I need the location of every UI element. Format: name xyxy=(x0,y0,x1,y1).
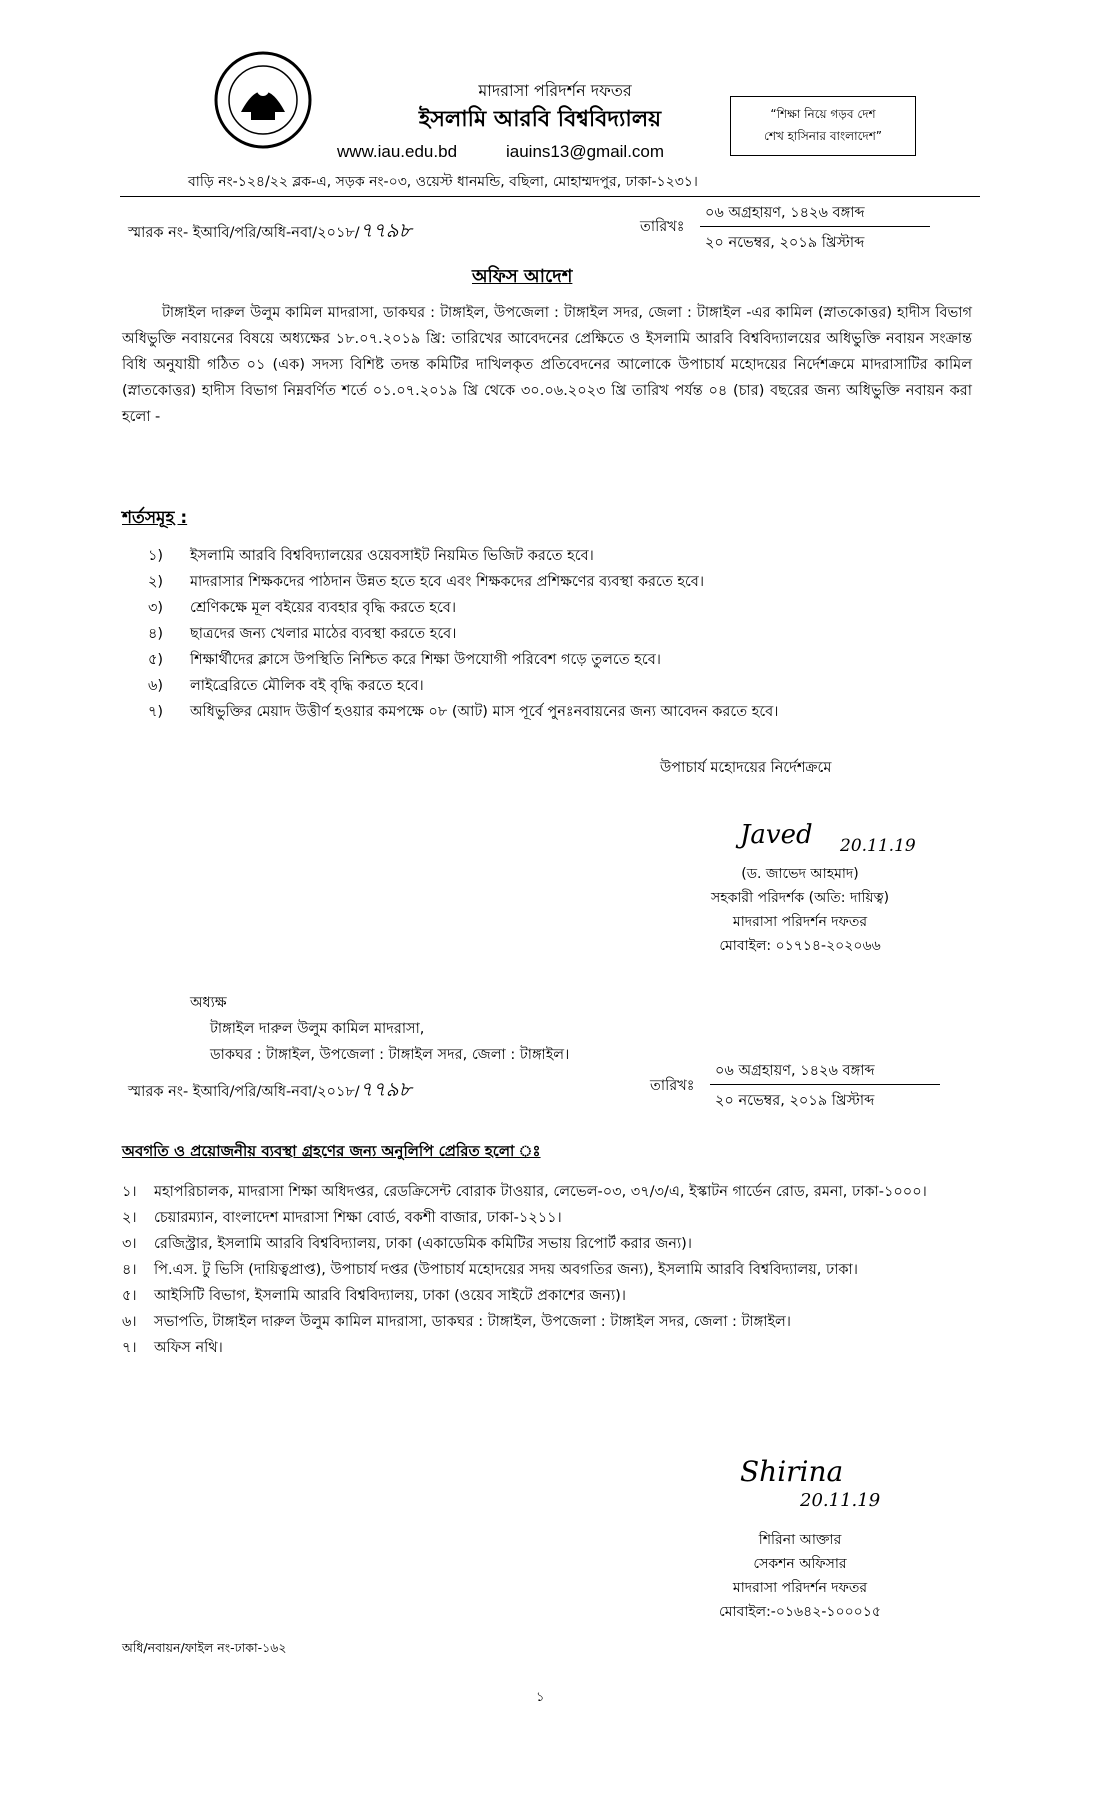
cc-item: ৫। আইসিটি বিভাগ, ইসলামি আরবি বিশ্ববিদ্যালয়, ঢাকা (ওয়েব সাইটে প্রকাশের জন্য)। xyxy=(122,1288,626,1304)
signature-date-1: 20.11.19 xyxy=(840,836,916,856)
recipient-line-1: অধ্যক্ষ xyxy=(190,995,227,1011)
signature-2: Shirina xyxy=(740,1455,844,1488)
condition-item: ৩) শ্রেণিকক্ষে মূল বইয়ের ব্যবহার বৃদ্ধি করতে হবে। xyxy=(148,600,457,616)
recipient-line-2: টাঙ্গাইল দারুল উলুম কামিল মাদরাসা, xyxy=(210,1021,425,1037)
slogan-line-1: “শিক্ষা নিয়ে গড়ব দেশ xyxy=(770,107,876,121)
body-paragraph: টাঙ্গাইল দারুল উলুম কামিল মাদরাসা, ডাকঘর : টাঙ্গাইল, উপজেলা : টাঙ্গাইল সদর, জেলা : টাঙ্গাইল -এর কামিল (স্নাতকোত্তর) হাদীস বিভাগ অধিভুক্তি নবায়নের বিষয়ে অধ্যক্ষের ১৮.০৭.২০১৯ খ্রি: তারিখের আবেদনের প্রেক্ষিতে ও ইসলামি আরবি বিশ্ববিদ্যালয়ের অধিভুক্তি নবায়ন সংক্রান্ত বিধি অনুযায়ী গঠিত ০১ (এক) সদস্য বিশিষ্ট তদন্ত কমিটির দাখিলকৃত প্রতিবেদনের আলোকে উপাচার্য মহোদয়ের নির্দেশক্রমে মাদরাসাটির কামিল (স্নাতকোত্তর) হাদীস বিভাগ নিম্নবর্ণিত শর্তে ০১.০৭.২০১৯ খ্রি থেকে ৩০.০৬.২০২৩ খ্রি তারিখ পর্যন্ত ০৪ (চার) বছরের জন্য অধিভুক্তি নবায়ন করা হলো - xyxy=(122,305,972,425)
signer-2-mobile: মোবাইল:-০১৬৪২-১০০০১৫ xyxy=(719,1604,881,1620)
memo-ref-label: স্মারক নং- ইআবি/পরি/অধি-নবা/২০১৮/ xyxy=(128,225,360,241)
office-name: মাদরাসা পরিদর্শন দফতর xyxy=(478,81,632,100)
signer-1-office: মাদরাসা পরিদর্শন দফতর xyxy=(732,914,868,930)
directive-line: উপাচার্য মহোদয়ের নির্দেশক্রমে xyxy=(660,760,832,776)
condition-item: ১) ইসলামি আরবি বিশ্ববিদ্যালয়ের ওয়েবসাইট নিয়মিত ভিজিট করতে হবে। xyxy=(148,548,594,564)
cc-item: ৬। সভাপতি, টাঙ্গাইল দারুল উলুম কামিল মাদরাসা, ডাকঘর : টাঙ্গাইল, উপজেলা : টাঙ্গাইল সদর, জেলা : টাঙ্গাইল। xyxy=(122,1314,791,1330)
memo-ref-number: ৭৭৯৮ xyxy=(359,218,412,242)
condition-item: ৬) লাইব্রেরিতে মৌলিক বই বৃদ্ধি করতে হবে। xyxy=(148,678,424,694)
date-label-1: তারিখঃ xyxy=(640,219,685,235)
page-title: অফিস আদেশ xyxy=(472,266,573,287)
signer-1-block xyxy=(660,862,940,958)
condition-item: ৪) ছাত্রদের জন্য খেলার মাঠের ব্যবস্থা করতে হবে। xyxy=(148,626,457,642)
email-link[interactable]: iauins13@gmail.com xyxy=(506,142,665,161)
recipient-line-3: ডাকঘর : টাঙ্গাইল, উপজেলা : টাঙ্গাইল সদর, জেলা : টাঙ্গাইল। xyxy=(210,1047,570,1063)
signer-1-mobile: মোবাইল: ০১৭১৪-২০২০৬৬ xyxy=(719,938,881,954)
cc-list xyxy=(122,1180,962,1360)
cc-item: ১। মহাপরিচালক, মাদরাসা শিক্ষা অধিদপ্তর, রেডক্রিসেন্ট বোরাক টাওয়ার, লেভেল-০৩, ৩৭/৩/এ, ইস্কাটন গার্ডেন রোড, রমনা, ঢাকা-১০০০। xyxy=(122,1184,927,1200)
date-label-2: তারিখঃ xyxy=(650,1078,695,1094)
memo-ref-label: স্মারক নং- ইআবি/পরি/অধি-নবা/২০১৮/ xyxy=(128,1084,360,1100)
file-reference: অধি/নবায়ন/ফাইল নং-ঢাকা-১৬২ xyxy=(122,1640,287,1655)
cc-item: ২। চেয়ারম্যান, বাংলাদেশ মাদরাসা শিক্ষা বোর্ড, বকশী বাজার, ঢাকা-১২১১। xyxy=(122,1210,562,1226)
condition-item: ৫) শিক্ষার্থীদের ক্লাসে উপস্থিতি নিশ্চিত করে শিক্ষা উপযোগী পরিবেশ গড়ে তুলতে হবে। xyxy=(148,652,661,668)
signer-2-designation: সেকশন অফিসার xyxy=(753,1556,847,1572)
condition-item: ২) মাদরাসার শিক্ষকদের পাঠদান উন্নত হতে হবে এবং শিক্ষকদের প্রশিক্ষণের ব্যবস্থা করতে হবে। xyxy=(148,574,705,590)
date-english-2: ২০ নভেম্বর, ২০১৯ খ্রিস্টাব্দ xyxy=(715,1093,875,1109)
condition-item: ৭) অধিভুক্তির মেয়াদ উত্তীর্ণ হওয়ার কমপক্ষে ০৮ (আট) মাস পূর্বে পুনঃনবায়নের জন্য আবেদন করতে হবে। xyxy=(148,704,779,720)
cc-item: ৭। অফিস নথি। xyxy=(122,1340,223,1356)
signer-2-office: মাদরাসা পরিদর্শন দফতর xyxy=(732,1580,868,1596)
memo-ref-number: ৭৭৯৮ xyxy=(359,1077,412,1101)
address-line: বাড়ি নং-১২৪/২২ ব্লক-এ, সড়ক নং-০৩, ওয়েস্ট ধানমন্ডি, বছিলা, মোহাম্মদপুর, ঢাকা-১২৩১। xyxy=(188,174,698,190)
date-divider-1 xyxy=(700,226,930,227)
date-bangla-1: ০৬ অগ্রহায়ণ, ১৪২৬ বঙ্গাব্দ xyxy=(705,205,865,221)
header-divider xyxy=(120,196,980,197)
conditions-heading: শর্তসমূহ : xyxy=(122,508,188,528)
signer-2-name: শিরিনা আক্তার xyxy=(758,1532,842,1548)
cc-item: ৩। রেজিস্ট্রার, ইসলামি আরবি বিশ্ববিদ্যালয়, ঢাকা (একাডেমিক কমিটির সভায় রিপোর্ট করার জন্য)। xyxy=(122,1236,692,1252)
date-bangla-2: ০৬ অগ্রহায়ণ, ১৪২৬ বঙ্গাব্দ xyxy=(715,1063,875,1079)
signer-2-block xyxy=(680,1528,920,1624)
signer-1-name: (ড. জাভেদ আহমাদ) xyxy=(741,866,859,882)
slogan-line-2: শেখ হাসিনার বাংলাদেশ” xyxy=(763,129,883,143)
university-logo xyxy=(213,50,313,150)
signer-1-designation: সহকারী পরিদর্শক (অতি: দায়িত্ব) xyxy=(710,890,890,906)
page-number: ১ xyxy=(536,1690,545,1705)
signature-date-2: 20.11.19 xyxy=(800,1490,881,1511)
slogan-box xyxy=(730,96,916,156)
conditions-list xyxy=(148,543,968,725)
signature-1: Javed xyxy=(740,820,813,850)
cc-heading: অবগতি ও প্রয়োজনীয় ব্যবস্থা গ্রহণের জন্য অনুলিপি প্রেরিত হলো ঃ xyxy=(122,1142,541,1160)
memo-ref-1 xyxy=(128,216,412,249)
date-divider-2 xyxy=(710,1084,940,1085)
recipient-block xyxy=(190,990,569,1068)
cc-item: ৪। পি.এস. টু ভিসি (দায়িত্বপ্রাপ্ত), উপাচার্য দপ্তর (উপাচার্য মহোদয়ের সদয় অবগতির জন্য), ইসলামি আরবি বিশ্ববিদ্যালয়, ঢাকা। xyxy=(122,1262,858,1278)
memo-ref-2 xyxy=(128,1075,412,1108)
date-english-1: ২০ নভেম্বর, ২০১৯ খ্রিস্টাব্দ xyxy=(705,235,865,251)
website-link[interactable]: www.iau.edu.bd xyxy=(337,142,458,161)
university-name: ইসলামি আরবি বিশ্ববিদ্যালয় xyxy=(418,107,662,132)
